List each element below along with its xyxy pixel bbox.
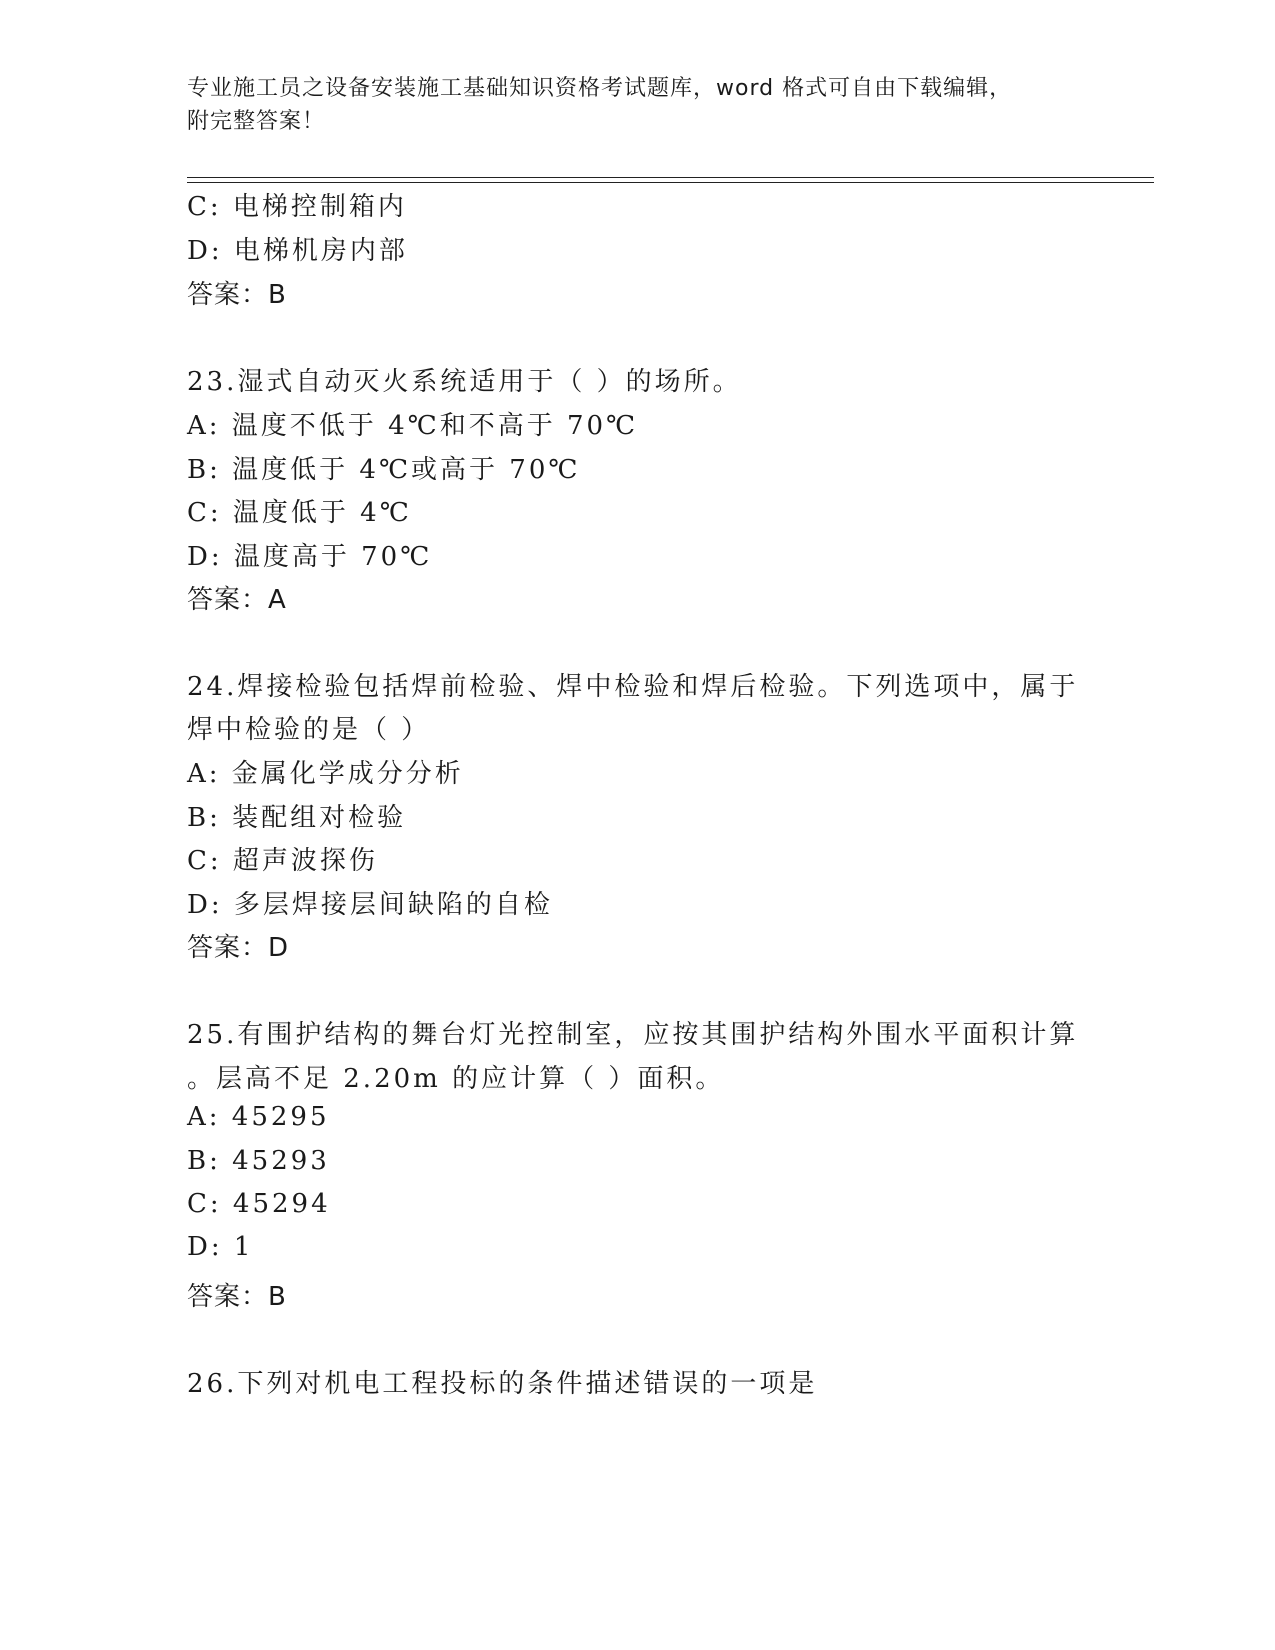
header-line-2: 附完整答案！ xyxy=(187,109,326,134)
q25-option-a: A: 45295 xyxy=(187,1102,330,1132)
q23-answer: 答案：A xyxy=(187,585,287,615)
q23-option-a: A: 温度不低于 4℃和不高于 70℃ xyxy=(187,411,639,441)
q22-answer: 答案：B xyxy=(187,280,287,310)
q25-stem-line-2: 。层高不足 2.20m 的应计算（ ）面积。 xyxy=(187,1064,725,1094)
q23-stem: 23.湿式自动灭火系统适用于（ ）的场所。 xyxy=(187,367,742,397)
header-divider-top xyxy=(187,177,1154,178)
q23-option-c: C: 温度低于 4℃ xyxy=(187,498,412,528)
q25-option-d: D: 1 xyxy=(187,1232,254,1262)
header-line-1: 专业施工员之设备安装施工基础知识资格考试题库，word 格式可自由下载编辑， xyxy=(187,76,1013,101)
q25-option-c: C: 45294 xyxy=(187,1189,331,1219)
q25-option-b: B: 45293 xyxy=(187,1146,330,1176)
q24-option-b: B: 装配组对检验 xyxy=(187,803,407,833)
q25-stem-line-1: 25.有围护结构的舞台灯光控制室，应按其围护结构外围水平面积计算 xyxy=(187,1020,1079,1050)
q26-stem: 26.下列对机电工程投标的条件描述错误的一项是 xyxy=(187,1369,818,1399)
q24-answer: 答案：D xyxy=(187,933,290,963)
q25-answer: 答案：B xyxy=(187,1282,287,1312)
q23-option-b: B: 温度低于 4℃或高于 70℃ xyxy=(187,455,581,485)
q22-option-d: D: 电梯机房内部 xyxy=(187,236,408,266)
header-divider-bottom xyxy=(187,182,1154,183)
q24-option-d: D: 多层焊接层间缺陷的自检 xyxy=(187,890,553,920)
document-header xyxy=(187,72,1087,138)
q23-option-d: D: 温度高于 70℃ xyxy=(187,542,433,572)
q24-option-a: A: 金属化学成分分析 xyxy=(187,759,464,789)
q24-stem-line-1: 24.焊接检验包括焊前检验、焊中检验和焊后检验。下列选项中，属于 xyxy=(187,672,1079,702)
q24-option-c: C: 超声波探伤 xyxy=(187,846,378,876)
q24-stem-line-2: 焊中检验的是（ ） xyxy=(187,715,431,745)
q22-option-c: C: 电梯控制箱内 xyxy=(187,192,407,222)
